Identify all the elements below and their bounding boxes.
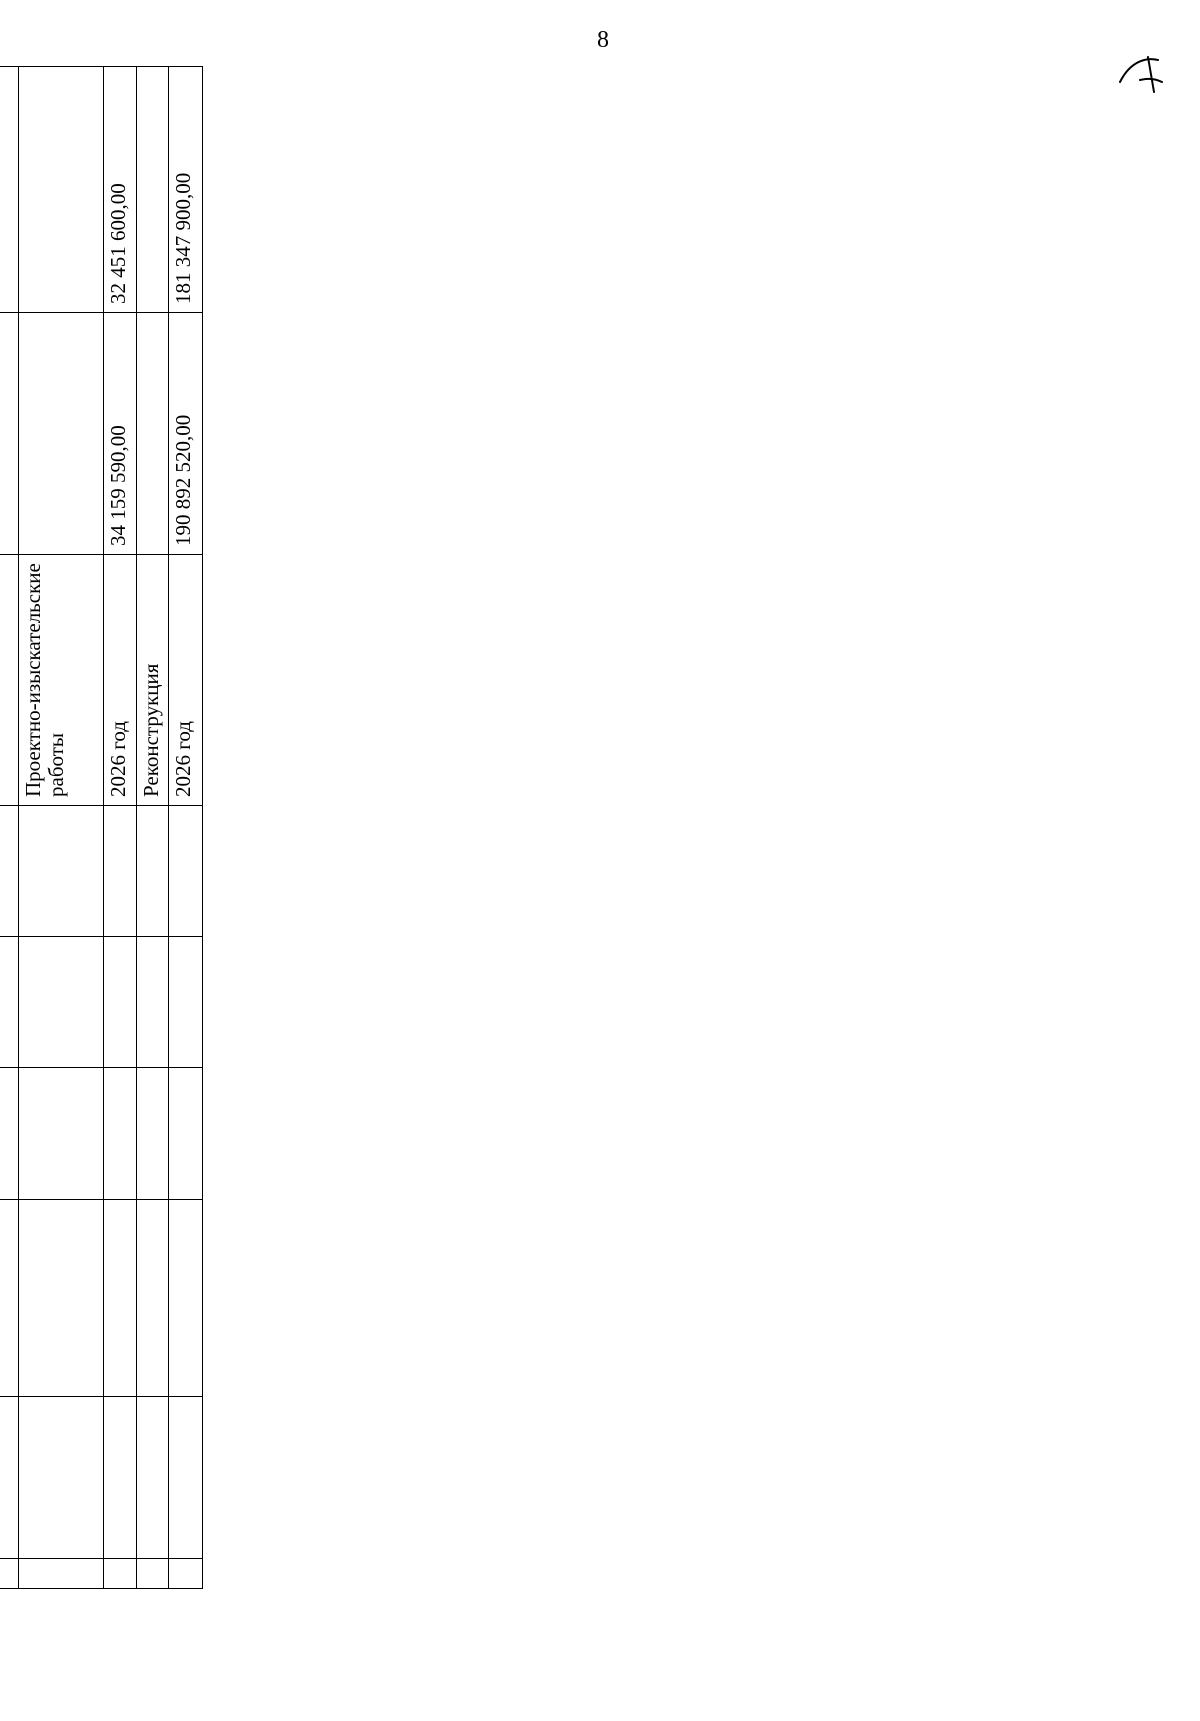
year-cell: 2026 год <box>169 555 203 806</box>
table-container <box>21 67 1158 1589</box>
year-cell: 2026 год <box>104 555 137 806</box>
amount-col8-cell: 34 159 590,00 <box>104 313 137 555</box>
code-cell <box>0 1068 19 1200</box>
section-code-cell <box>0 937 19 1068</box>
institution-cell <box>0 1200 19 1397</box>
subsection-code-cell <box>0 806 19 937</box>
agency-cell <box>0 1397 19 1559</box>
stage-cell: Реконструкция <box>136 555 169 806</box>
amount-col8-cell: 190 892 520,00 <box>169 313 203 555</box>
page-number: 8 <box>597 27 609 53</box>
stage-cell: Проектно-изыскательские работы <box>19 555 104 806</box>
table-row <box>104 67 137 1589</box>
item-number-cell <box>0 1559 19 1589</box>
table-row <box>169 67 203 1589</box>
amount-col9-cell: 32 451 600,00 <box>104 67 137 313</box>
program-table <box>0 66 203 1589</box>
table-row-item-14 <box>0 67 19 1589</box>
object-name-cell <box>0 555 19 806</box>
table-row <box>19 67 104 1589</box>
amount-col9-cell: 181 347 900,00 <box>169 67 203 313</box>
table-row <box>136 67 169 1589</box>
